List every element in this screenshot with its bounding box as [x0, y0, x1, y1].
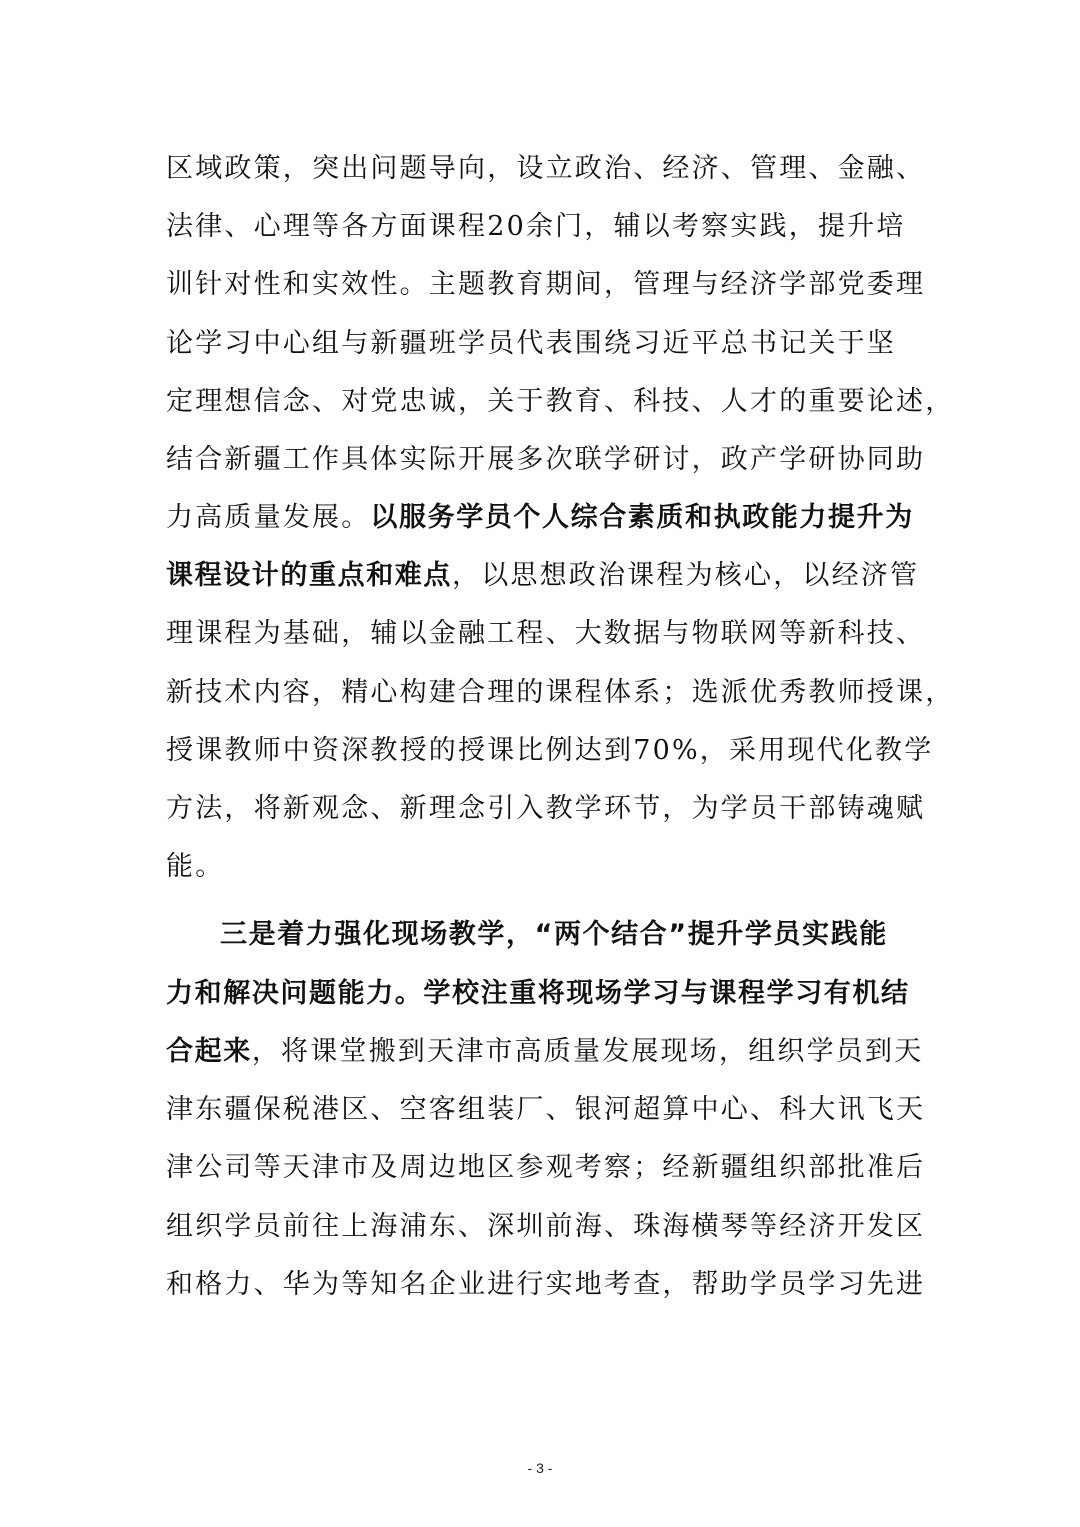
text-line: 课程设计的重点和难点，以思想政治课程为核心，以经济管	[166, 560, 920, 591]
text-line: 新技术内容，精心构建合理的课程体系；选派优秀教师授课，	[166, 677, 955, 708]
text-line: 授课教师中资深教授的授课比例达到70%，采用现代化教学	[166, 735, 934, 766]
emphasis-text: 以服务学员个人综合素质和执政能力提升为	[370, 502, 914, 533]
text-line: 能。	[166, 851, 225, 882]
section-heading-line: 三是着力强化现场教学，“两个结合”提升学员实践能	[220, 919, 888, 950]
emphasis-text: 课程设计的重点和难点	[166, 560, 452, 591]
text-line: 法律、心理等各方面课程20余门，辅以考察实践，提升培	[166, 211, 906, 242]
text-line: 论学习中心组与新疆班学员代表围绕习近平总书记关于坚	[166, 328, 896, 359]
text-line: 理课程为基础，辅以金融工程、大数据与物联网等新科技、	[166, 618, 926, 649]
text-line: 津公司等天津市及周边地区参观考察；经新疆组织部批准后	[166, 1152, 926, 1183]
text-line: 方法，将新观念、新理念引入教学环节，为学员干部铸魂赋	[166, 793, 926, 824]
text-line: 力高质量发展。以服务学员个人综合素质和执政能力提升为	[166, 502, 914, 533]
text-line: 结合新疆工作具体实际开展多次联学研讨，政产学研协同助	[166, 444, 926, 475]
text-line: 区域政策，突出问题导向，设立政治、经济、管理、金融、	[166, 153, 926, 184]
section-heading-line: 力和解决问题能力。学校注重将现场学习与课程学习有机结	[166, 978, 910, 1009]
text-line: 定理想信念、对党忠诚，关于教育、科技、人才的重要论述，	[166, 386, 955, 417]
page-number: - 3 -	[527, 1460, 553, 1476]
text-line: 训针对性和实效性。主题教育期间，管理与经济学部党委理	[166, 269, 926, 300]
text-line: 组织学员前往上海浦东、深圳前海、珠海横琴等经济开发区	[166, 1211, 926, 1242]
emphasis-text: 合起来	[166, 1036, 252, 1067]
text-line: 和格力、华为等知名企业进行实地考查，帮助学员学习先进	[166, 1269, 926, 1300]
text-line: 津东疆保税港区、空客组装厂、银河超算中心、科大讯飞天	[166, 1094, 926, 1125]
text-line: 合起来，将课堂搬到天津市高质量发展现场，组织学员到天	[166, 1036, 924, 1067]
